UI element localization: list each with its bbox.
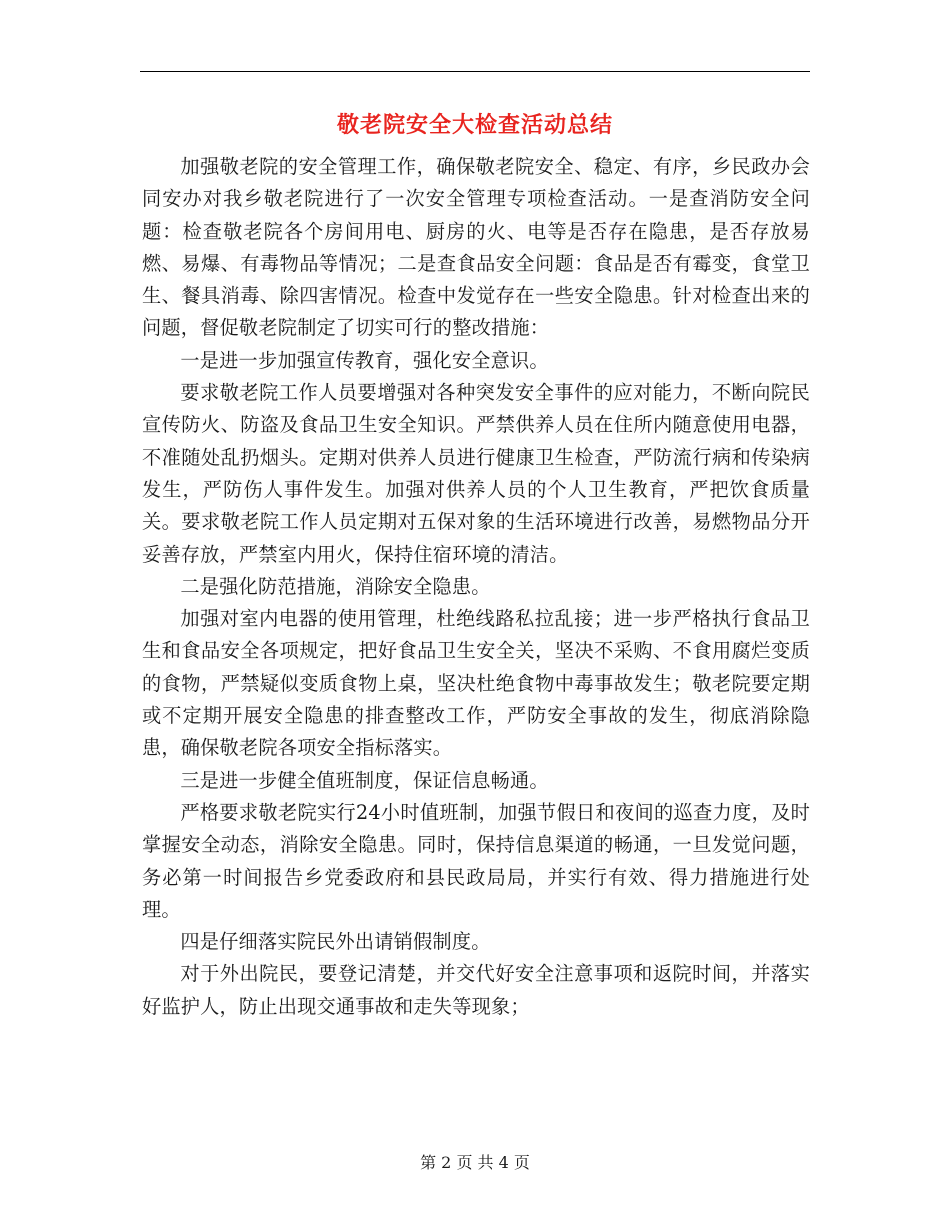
- paragraph-heading-3: 三是进一步健全值班制度，保证信息畅通。: [180, 768, 549, 792]
- document-title: 敬老院安全大检查活动总结: [336, 112, 613, 138]
- paragraph-heading-1: 一是进一步加强宣传教育，强化安全意识。: [180, 348, 549, 372]
- paragraph-intro: 加强敬老院的安全管理工作，确保敬老院安全、稳定、有序，乡民政办会同安办对我乡敬老院进行了一次安全管理专项检查活动。一是查消防安全问题：检查敬老院各个房间用电、厨房的火、电等是否存在隐患，是否存放易燃、易爆、有毒物品等情况；二是查食品安全问题：食品是否有霉变，食堂卫生、餐具消毒、除四害情况。检查中发觉存在一些安全隐患。针对检查出来的问题，督促敬老院制定了切实可行的整改措施：: [142, 155, 810, 340]
- paragraph-prevention: 加强对室内电器的使用管理，杜绝线路私拉乱接；进一步严格执行食品卫生和食品安全各项规定，把好食品卫生安全关，坚决不采购、不食用腐烂变质的食物，严禁疑似变质食物上桌，坚决杜绝食物中毒事故发生；敬老院要定期或不定期开展安全隐患的排查整改工作，严防安全事故的发生，彻底消除隐患，确保敬老院各项安全指标落实。: [142, 607, 810, 760]
- paragraph-duty: 严格要求敬老院实行24小时值班制，加强节假日和夜间的巡查力度，及时掌握安全动态，消除安全隐患。同时，保持信息渠道的畅通，一旦发觉问题，务必第一时间报告乡党委政府和县民政局局，并实行有效、得力措施进行处理。: [142, 800, 810, 921]
- paragraph-heading-4: 四是仔细落实院民外出请销假制度。: [180, 930, 491, 954]
- paragraph-leave: 对于外出院民，要登记清楚，并交代好安全注意事项和返院时间，并落实好监护人，防止出现交通事故和走失等现象；: [142, 962, 810, 1018]
- paragraph-heading-2: 二是强化防范措施，消除安全隐患。: [180, 574, 491, 598]
- paragraph-education: 要求敬老院工作人员要增强对各种突发安全事件的应对能力，不断向院民宣传防火、防盗及食品卫生安全知识。严禁供养人员在住所内随意使用电器，不准随处乱扔烟头。定期对供养人员进行健康卫生检查，严防流行病和传染病发生，严防伤人事件发生。加强对供养人员的个人卫生教育，严把饮食质量关。要求敬老院工作人员定期对五保对象的生活环境进行改善，易燃物品分开妥善存放，严禁室内用火，保持住宿环境的清洁。: [142, 381, 810, 566]
- document-body: [142, 151, 810, 1023]
- header-rule: [140, 71, 810, 72]
- page-number-footer: 第 2 页 共 4 页: [420, 1153, 530, 1172]
